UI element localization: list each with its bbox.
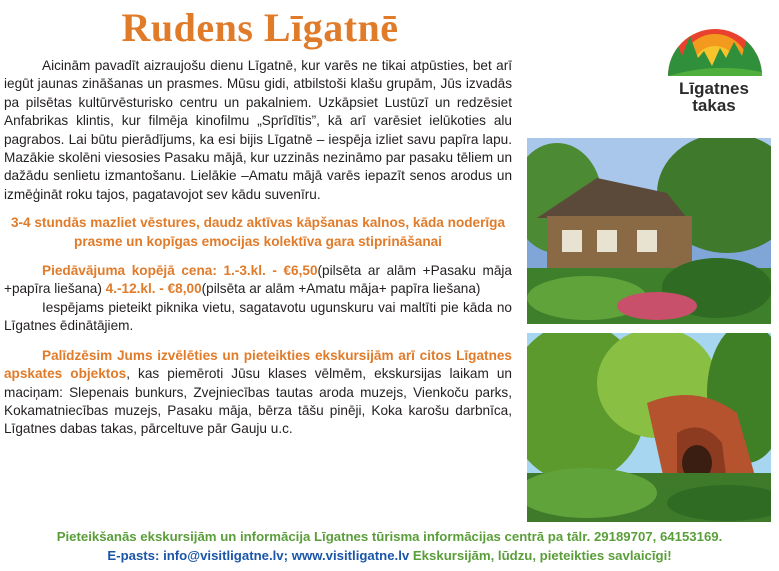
page-title: Rudens Līgatnē — [121, 5, 399, 50]
main-text-column — [4, 57, 512, 439]
offer-paragraph — [4, 262, 512, 299]
other-objects-lead: Palīdzēsim Jums izvēlēties un pieteikties ekskursijām arī citos Līgatnes apskates objektos — [4, 347, 512, 382]
highlight-paragraph: 3-4 stundās mazliet vēstures, daudz aktīvas kāpšanas kalnos, kāda noderīga prasme un kopīgas emocijas kolektīva gara stiprināšanai — [10, 215, 506, 249]
sandstone-cliff-photo — [527, 333, 771, 522]
email-link[interactable]: E-pasts: info@visitligatne.lv; — [107, 548, 289, 563]
picnic-paragraph: Iespējams pieteikt piknika vietu, sagatavotu ugunskuru vai maltīti pie kāda no Līgatnes ēdinātājiem. — [4, 299, 512, 334]
other-objects-paragraph — [4, 347, 512, 439]
logo-text-line1: Līgatnes — [679, 79, 749, 98]
wooden-house-photo — [527, 138, 771, 324]
website-link[interactable]: www.visitligatne.lv — [291, 548, 410, 563]
footer-line-2 — [0, 546, 779, 565]
intro-paragraph: Aicinām pavadīt aizraujošu dienu Līgatnē, kur varēs ne tikai atpūsties, bet arī iegūt jaunas zināšanas un prasmes. Mūsu gidi, atbilstoši klašu grupām, Jūs izvadās pa pilsētas kultūrvēsturisko centru un pakalniem. Uzkāpsiet Lustūzī un redzēsiet Anfabrikas klintis, kur filmēja kinofilmu „Sprīdītis”, kā arī varēsiet ielūkoties alu pagrabos. Lai būtu pierādījums, ka esi bijis Līgatnē – iespēja izliet savu papīra lapu. Mazākie skolēni viesosies Pasaku mājā, kur uzzinās nezināmo par pasaku tēliem un dažādu senlietu izmantošanu. Lielākie –Amatu mājā varēs iepazīt senos arodus un izmēģināt roku tajos, pagatavojot sev kādu suvenīru. — [4, 58, 512, 202]
offer-price-2: 4.-12.kl. - €8,00 — [105, 281, 202, 297]
logo-text-line2: takas — [692, 96, 736, 115]
footer-closing: Ekskursijām, lūdzu, pieteikties savlaicīgi! — [412, 548, 672, 563]
logo-text — [652, 80, 776, 114]
offer-detail-2: (pilsēta ar alām +Amatu māja+ papīra liešana) — [201, 281, 481, 297]
offer-detail-1: (pilsēta ar alām +Pasaku māja +papīra liešana) — [4, 263, 512, 297]
contact-footer — [0, 527, 779, 565]
footer-line-1: Pieteikšanās ekskursijām un informācija Līgatnes tūrisma informācijas centrā pa tālr. 29189707, 64153169. — [56, 529, 723, 544]
other-objects-rest: , kas piemēroti Jūsu klases vēlmēm, ekskursijas laikam un maciņam: Slepenais bunkurs, Zvejniecības tautas aroda muzejs, Vienkoču parks, Kokamatniecības muzejs, Pasaku māja, bērza tāšu pinēji, Koka karošu darbnīca, Līgatnes dabas takas, pārceltuve pār Gauju u.c. — [4, 366, 512, 437]
offer-price-1: Piedāvājuma kopējā cena: 1.-3.kl. - €6,50 — [42, 263, 318, 279]
